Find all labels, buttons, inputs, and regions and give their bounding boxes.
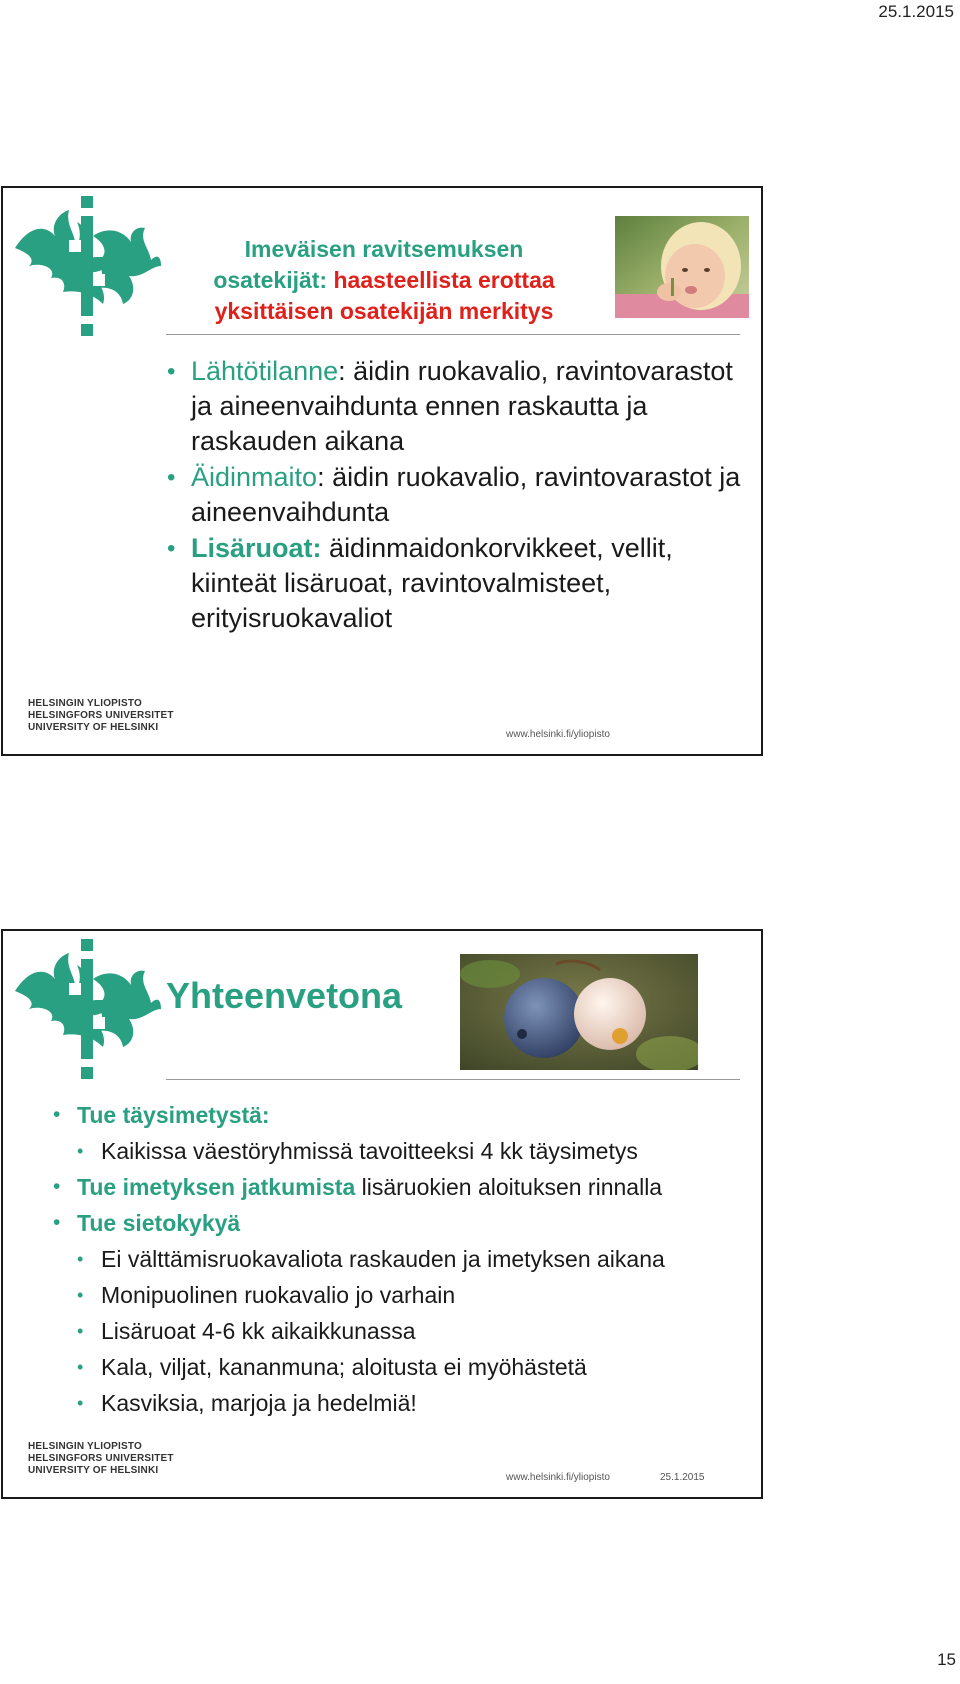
title-line-3: yksittäisen osatekijän merkitys — [214, 298, 554, 324]
bullet-text: Monipuolinen ruokavalio jo varhain — [101, 1282, 456, 1308]
university-name — [28, 1441, 174, 1477]
bullet-text: Ei välttämisruokavaliota raskauden ja imetyksen aikana — [101, 1246, 665, 1272]
bullet-term: Tue täysimetystä: — [77, 1102, 270, 1128]
bullet-text: äidinmaidonkorvikkeet, vellit, kiinteät lisäruoat, ravintovalmisteet, erityisruokavaliot — [191, 533, 673, 633]
university-name — [28, 698, 174, 734]
bullet-term: Lisäruoat: — [191, 533, 322, 563]
flame-logo-icon — [11, 939, 163, 1079]
bullet-term: Tue imetyksen jatkumista — [77, 1174, 356, 1200]
page-number: 15 — [937, 1650, 956, 1669]
bullet-text: Lisäruoat 4-6 kk aikaikkunassa — [101, 1318, 416, 1344]
title-line-1: Imeväisen ravitsemuksen — [244, 236, 524, 262]
bullet-text: lisäruokien aloituksen rinnalla — [355, 1174, 663, 1200]
bullet-text: Kasviksia, marjoja ja hedelmiä! — [101, 1390, 417, 1416]
list-item — [167, 460, 757, 530]
bullet-term: Tue sietokykyä — [77, 1210, 241, 1236]
slide-2 — [1, 929, 763, 1499]
slide-title: Yhteenvetona — [166, 975, 403, 1016]
bullet-list — [167, 354, 757, 637]
slide-1 — [1, 186, 763, 756]
bullet-list — [53, 1097, 753, 1421]
list-item — [167, 531, 757, 636]
list-item — [53, 1205, 753, 1241]
bullet-text: äidin ruokavalio, ravintovarastot ja aineenvaihdunta — [191, 462, 741, 527]
list-item — [53, 1277, 753, 1313]
slide-title — [189, 234, 579, 327]
university-sv: HELSINGFORS UNIVERSITET — [28, 710, 174, 721]
bullet-separator: : — [317, 462, 333, 492]
title-prefix: osatekijät: — [213, 267, 334, 293]
title-divider — [166, 1079, 740, 1080]
university-sv: HELSINGFORS UNIVERSITET — [28, 1453, 174, 1464]
list-item — [53, 1133, 753, 1169]
page-date: 25.1.2015 — [878, 2, 954, 21]
list-item — [167, 354, 757, 459]
title-highlight: haasteellista erottaa — [333, 267, 555, 293]
flame-logo-icon — [11, 196, 163, 336]
bullet-text: Kaikissa väestöryhmissä tavoitteeksi 4 kk täysimetys — [101, 1138, 638, 1164]
footer-url: www.helsinki.fi/yliopisto — [506, 729, 610, 740]
bullet-term: Äidinmaito — [191, 462, 318, 492]
university-en: UNIVERSITY OF HELSINKI — [28, 1465, 159, 1476]
child-eating-photo — [615, 216, 749, 318]
bullet-text: äidin ruokavalio, ravintovarastot ja aineenvaihdunta ennen raskautta ja raskauden aikana — [191, 356, 733, 456]
footer-url: www.helsinki.fi/yliopisto — [506, 1472, 610, 1483]
berries-photo — [460, 954, 698, 1070]
list-item — [53, 1169, 753, 1205]
university-en: UNIVERSITY OF HELSINKI — [28, 722, 159, 733]
list-item — [53, 1349, 753, 1385]
footer-date: 25.1.2015 — [660, 1472, 705, 1483]
title-divider — [166, 334, 740, 335]
list-item — [53, 1313, 753, 1349]
bullet-term: Lähtötilanne — [191, 356, 339, 386]
university-fi: HELSINGIN YLIOPISTO — [28, 698, 143, 709]
university-fi: HELSINGIN YLIOPISTO — [28, 1441, 143, 1452]
list-item — [53, 1385, 753, 1421]
list-item — [53, 1241, 753, 1277]
bullet-separator: : — [338, 356, 354, 386]
list-item — [53, 1097, 753, 1133]
title-line-2 — [189, 265, 579, 296]
bullet-separator — [322, 533, 330, 563]
bullet-text: Kala, viljat, kananmuna; aloitusta ei myöhästetä — [101, 1354, 587, 1380]
